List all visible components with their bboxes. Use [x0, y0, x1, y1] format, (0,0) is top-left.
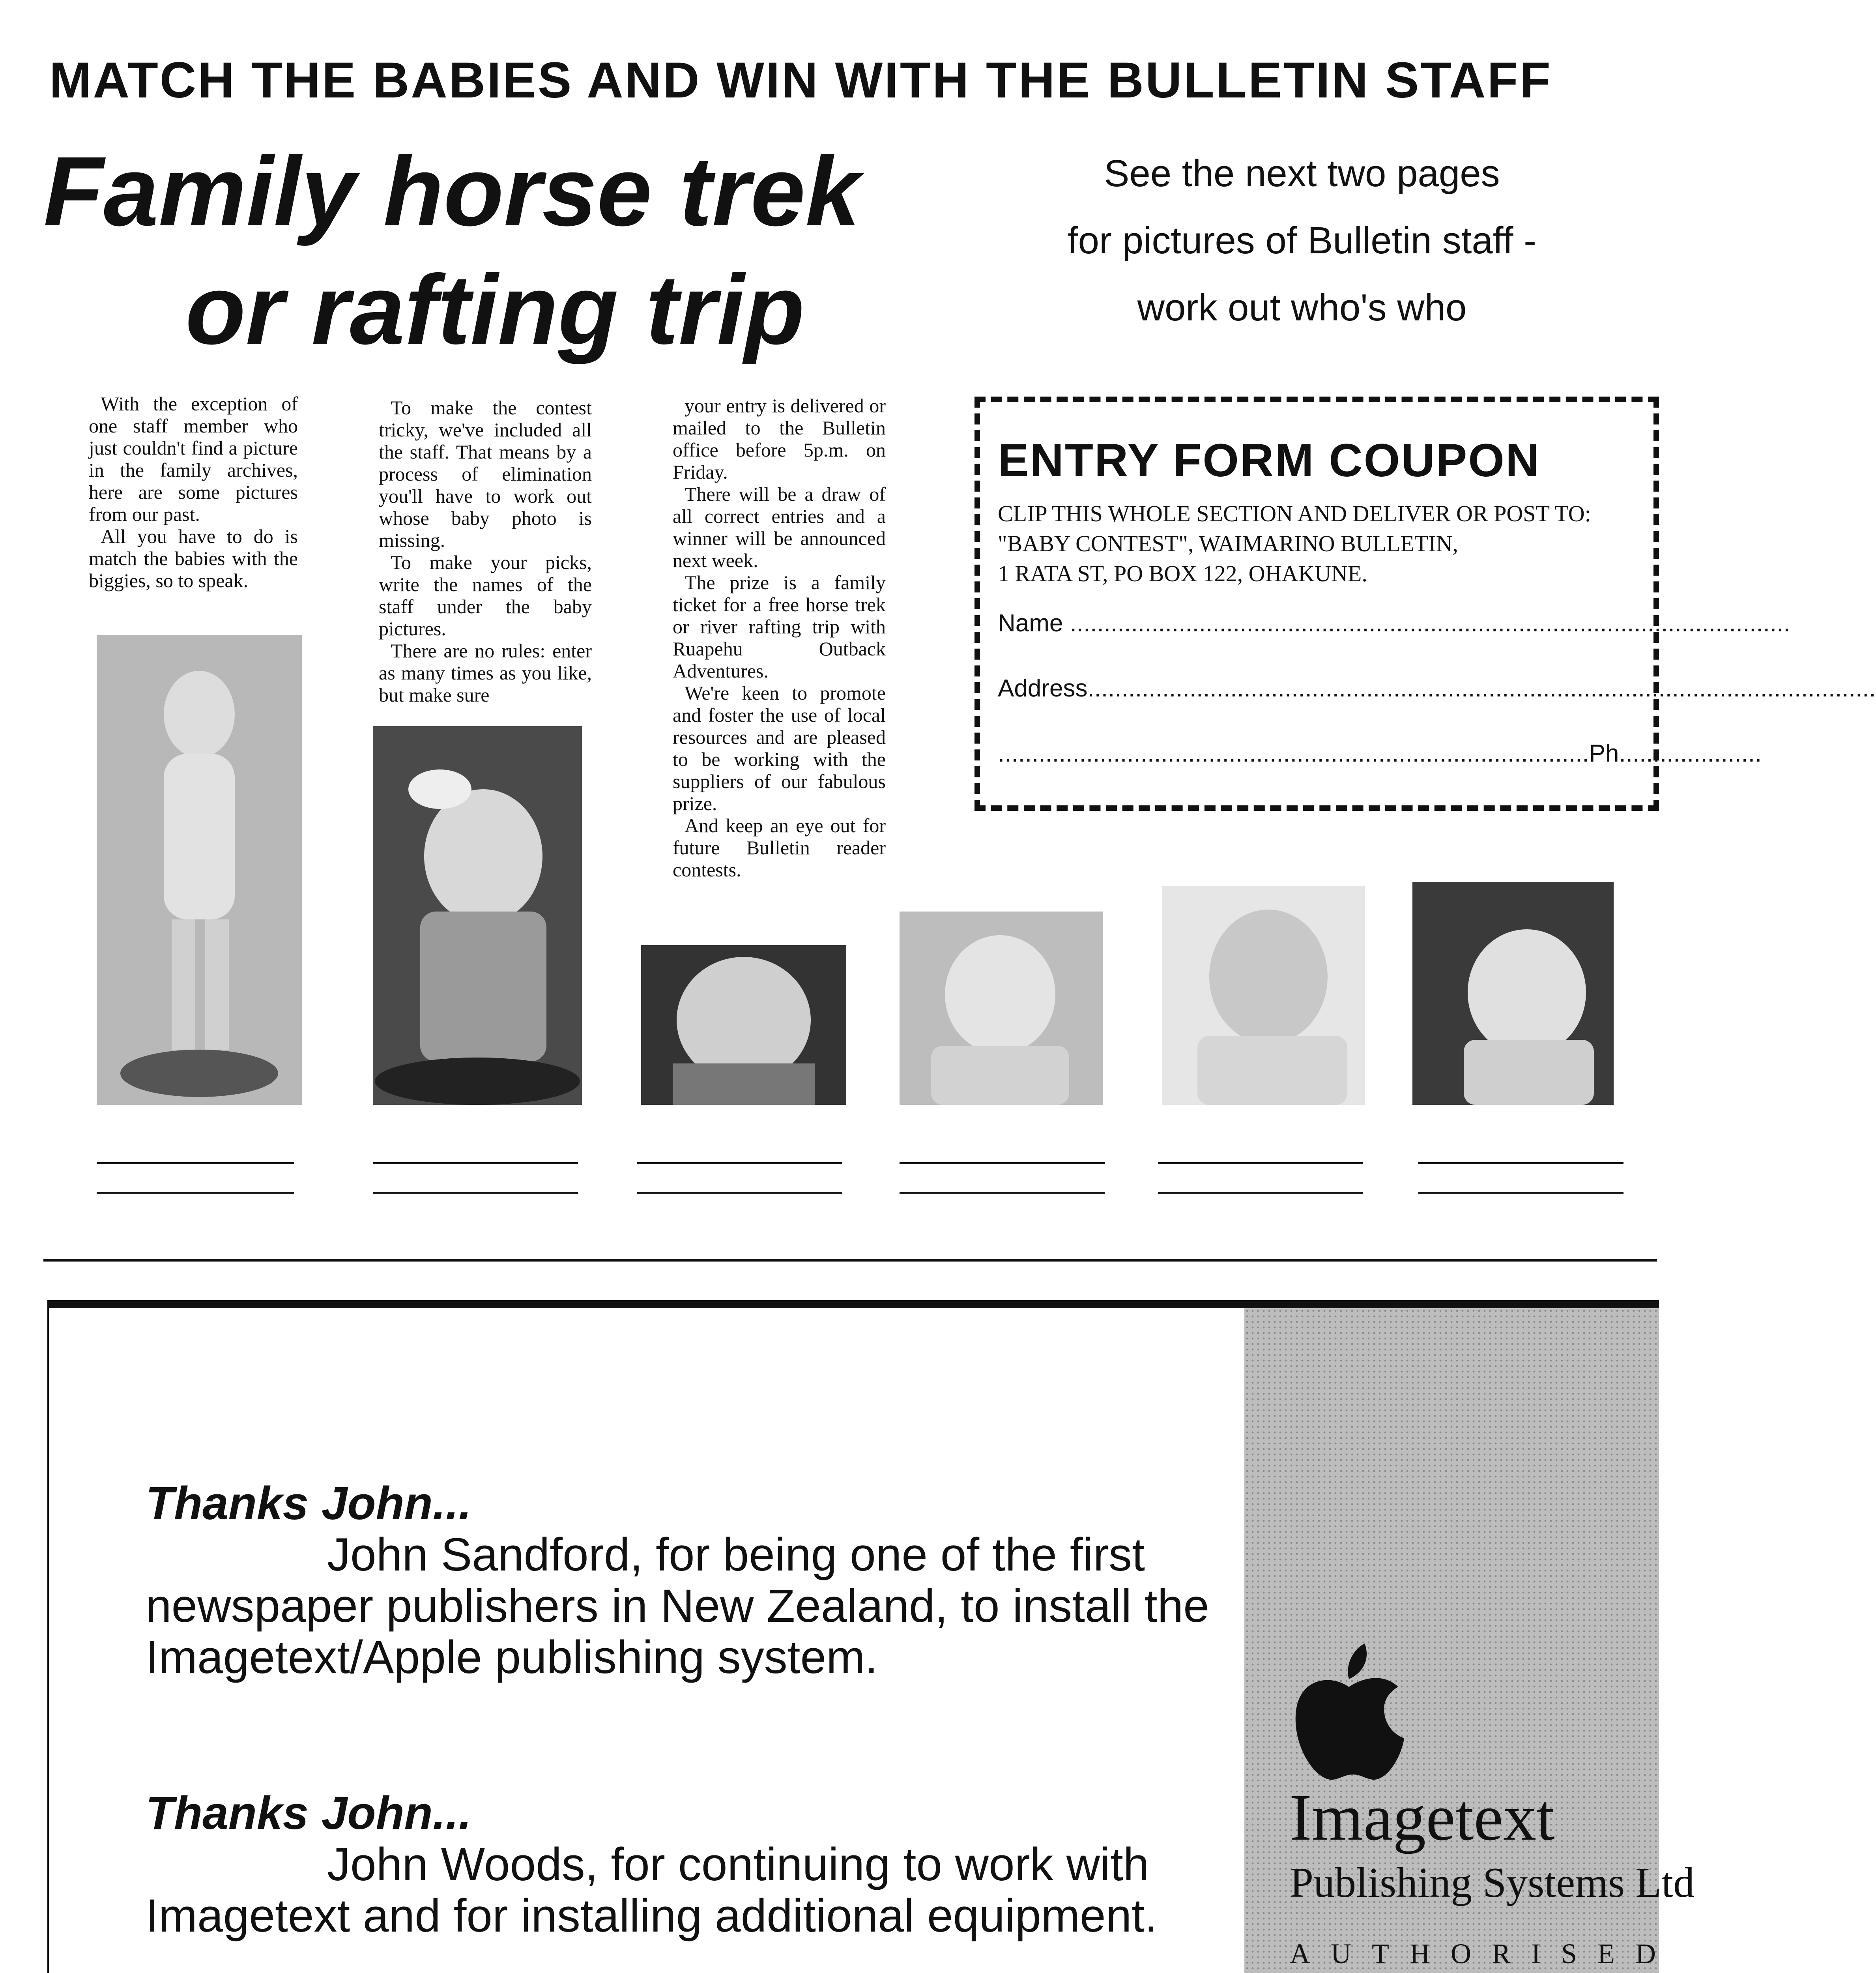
coupon-instruction-line: "BABY CONTEST", WAIMARINO BULLETIN,: [998, 531, 1459, 556]
baby-photo-4: [900, 912, 1103, 1105]
answer-line[interactable]: [1158, 1162, 1363, 1164]
answer-line[interactable]: [97, 1192, 294, 1194]
answer-line[interactable]: [373, 1162, 578, 1164]
answer-line[interactable]: [1418, 1162, 1623, 1164]
thanks-heading: Thanks John...: [146, 1477, 472, 1529]
answer-line[interactable]: [637, 1192, 842, 1194]
headline-line-2: or rafting trip: [185, 255, 805, 365]
coupon-phone-field[interactable]: .......................................................................................Ph.....................: [998, 740, 1762, 767]
article-paragraph: And keep an eye out for future Bulletin reader contests.: [673, 814, 886, 881]
authorised-label: AUTHORISED: [1290, 1938, 1676, 1969]
coupon-title: ENTRY FORM COUPON: [998, 434, 1541, 487]
coupon-instruction-line: 1 RATA ST, PO BOX 122, OHAKUNE.: [998, 561, 1367, 586]
article-column-2: [379, 397, 592, 706]
article-paragraph: We're keen to promote and foster the use of local resources and are pleased to be working with the suppliers of our fabulous prize.: [673, 682, 886, 814]
answer-line[interactable]: [97, 1162, 294, 1164]
entry-form-coupon: [974, 397, 1876, 811]
section-divider: [43, 1259, 1657, 1262]
article-paragraph: All you have to do is match the babies with the biggies, so to speak.: [89, 525, 298, 592]
thanks-text: John Sandford, for being one of the first newspaper publishers in New Zealand, to install the Imagetext/Apple publishing system.: [146, 1529, 1209, 1683]
answer-line[interactable]: [1418, 1192, 1623, 1194]
article-paragraph: There will be a draw of all correct entries and a winner will be announced next week.: [673, 483, 886, 571]
baby-photo-1: [97, 635, 302, 1105]
baby-photo-5: [1162, 886, 1365, 1105]
coupon-name-field[interactable]: Name ..........................................................................................................: [998, 610, 1790, 637]
company-name: Imagetext: [1290, 1781, 1555, 1854]
answer-line[interactable]: [1158, 1192, 1363, 1194]
baby-photo-6: [1412, 882, 1614, 1105]
thanks-text: John Woods, for continuing to work with Imagetext and for installing additional equipment.: [146, 1838, 1158, 1942]
coupon-instructions: [998, 499, 1649, 589]
article-paragraph: To make your picks, write the names of the staff under the baby pictures.: [379, 551, 592, 640]
thanks-heading: Thanks John...: [146, 1787, 472, 1839]
article-paragraph: To make the contest tricky, we've included all the staff. That means by a process of elimination you'll have to work out whose baby photo is missing.: [379, 397, 592, 551]
ad-sidebar: [1244, 1308, 1695, 1973]
article-paragraph: your entry is delivered or mailed to the Bulletin office before 5p.m. on Friday.: [673, 395, 886, 483]
company-subtitle: Publishing Systems Ltd: [1290, 1859, 1695, 1906]
answer-line[interactable]: [373, 1192, 578, 1194]
side-note-line-1: See the next two pages: [1104, 152, 1500, 195]
imagetext-advertisement: [47, 1300, 1695, 1973]
side-note-line-2: for pictures of Bulletin staff -: [1067, 219, 1537, 262]
apple-logo-icon: [1290, 1636, 1408, 1786]
kicker-headline: MATCH THE BABIES AND WIN WITH THE BULLETIN STAFF: [49, 52, 1552, 109]
thanks-block-2: [146, 1788, 1211, 1941]
baby-photo-3: [641, 945, 846, 1105]
address-label: Address: [998, 675, 1088, 702]
coupon-address-field[interactable]: Address....................................................................................................................: [998, 675, 1876, 702]
name-label: Name: [998, 610, 1063, 637]
article-paragraph: With the exception of one staff member who just couldn't find a picture in the family archives, here are some pictures from our past.: [89, 393, 298, 525]
answer-line[interactable]: [900, 1162, 1105, 1164]
side-note-line-3: work out who's who: [1137, 286, 1467, 329]
article-paragraph: The prize is a family ticket for a free horse trek or river rafting trip with Ruapehu Outback Adventures.: [673, 571, 886, 682]
article-column-1: [89, 393, 298, 592]
thanks-block-1: [146, 1478, 1211, 1683]
headline-line-1: Family horse trek: [43, 136, 860, 246]
phone-label: Ph: [1589, 740, 1619, 767]
article-paragraph: There are no rules: enter as many times as you like, but make sure: [379, 640, 592, 706]
coupon-instruction-line: CLIP THIS WHOLE SECTION AND DELIVER OR POST TO:: [998, 501, 1591, 526]
article-column-3: [673, 395, 886, 881]
answer-line[interactable]: [900, 1192, 1105, 1194]
baby-photo-2: [373, 726, 582, 1105]
answer-line[interactable]: [637, 1162, 842, 1164]
